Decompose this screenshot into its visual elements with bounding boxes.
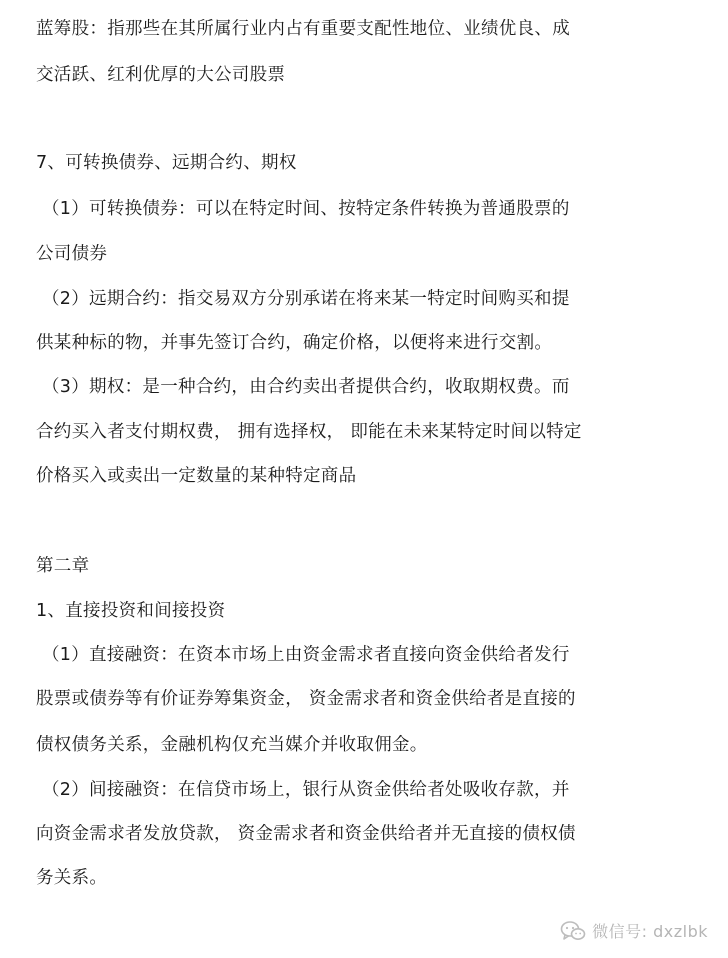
paragraph-line: （2）远期合约：指交易双方分别承诺在将来某一特定时间购买和提 bbox=[42, 289, 570, 309]
paragraph-line: 交活跃、红利优厚的大公司股票 bbox=[36, 65, 286, 85]
paragraph-line: 务关系。 bbox=[36, 868, 108, 888]
paragraph-line: 蓝筹股：指那些在其所属行业内占有重要支配性地位、业绩优良、成 bbox=[36, 19, 570, 39]
section-heading: 7、可转换债券、远期合约、期权 bbox=[36, 153, 297, 173]
paragraph-line: 股票或债券等有价证券筹集资金， 资金需求者和资金供给者是直接的 bbox=[36, 689, 576, 709]
paragraph-line: 向资金需求者发放贷款， 资金需求者和资金供给者并无直接的债权债 bbox=[36, 824, 576, 844]
paragraph-line: （1）可转换债券：可以在特定时间、按特定条件转换为普通股票的 bbox=[42, 199, 570, 219]
wechat-icon bbox=[560, 920, 586, 942]
paragraph-line: （3）期权：是一种合约，由合约卖出者提供合约，收取期权费。而 bbox=[42, 377, 570, 397]
paragraph-line: 价格买入或卖出一定数量的某种特定商品 bbox=[36, 466, 357, 486]
paragraph-line: （2）间接融资：在信贷市场上，银行从资金供给者处吸收存款，并 bbox=[42, 780, 570, 800]
chapter-title: 第二章 bbox=[36, 556, 90, 576]
watermark bbox=[560, 919, 708, 942]
paragraph-line: 公司债券 bbox=[36, 244, 108, 264]
paragraph-line: （1）直接融资：在资本市场上由资金需求者直接向资金供给者发行 bbox=[42, 645, 570, 665]
paragraph-line: 合约买入者支付期权费， 拥有选择权， 即能在未来某特定时间以特定 bbox=[36, 422, 582, 442]
paragraph-line: 债权债务关系，金融机构仅充当媒介并收取佣金。 bbox=[36, 735, 428, 755]
section-heading: 1、直接投资和间接投资 bbox=[36, 601, 226, 621]
paragraph-line: 供某种标的物，并事先签订合约，确定价格，以便将来进行交割。 bbox=[36, 333, 553, 353]
watermark-text: 微信号: dxzlbk bbox=[592, 922, 708, 941]
